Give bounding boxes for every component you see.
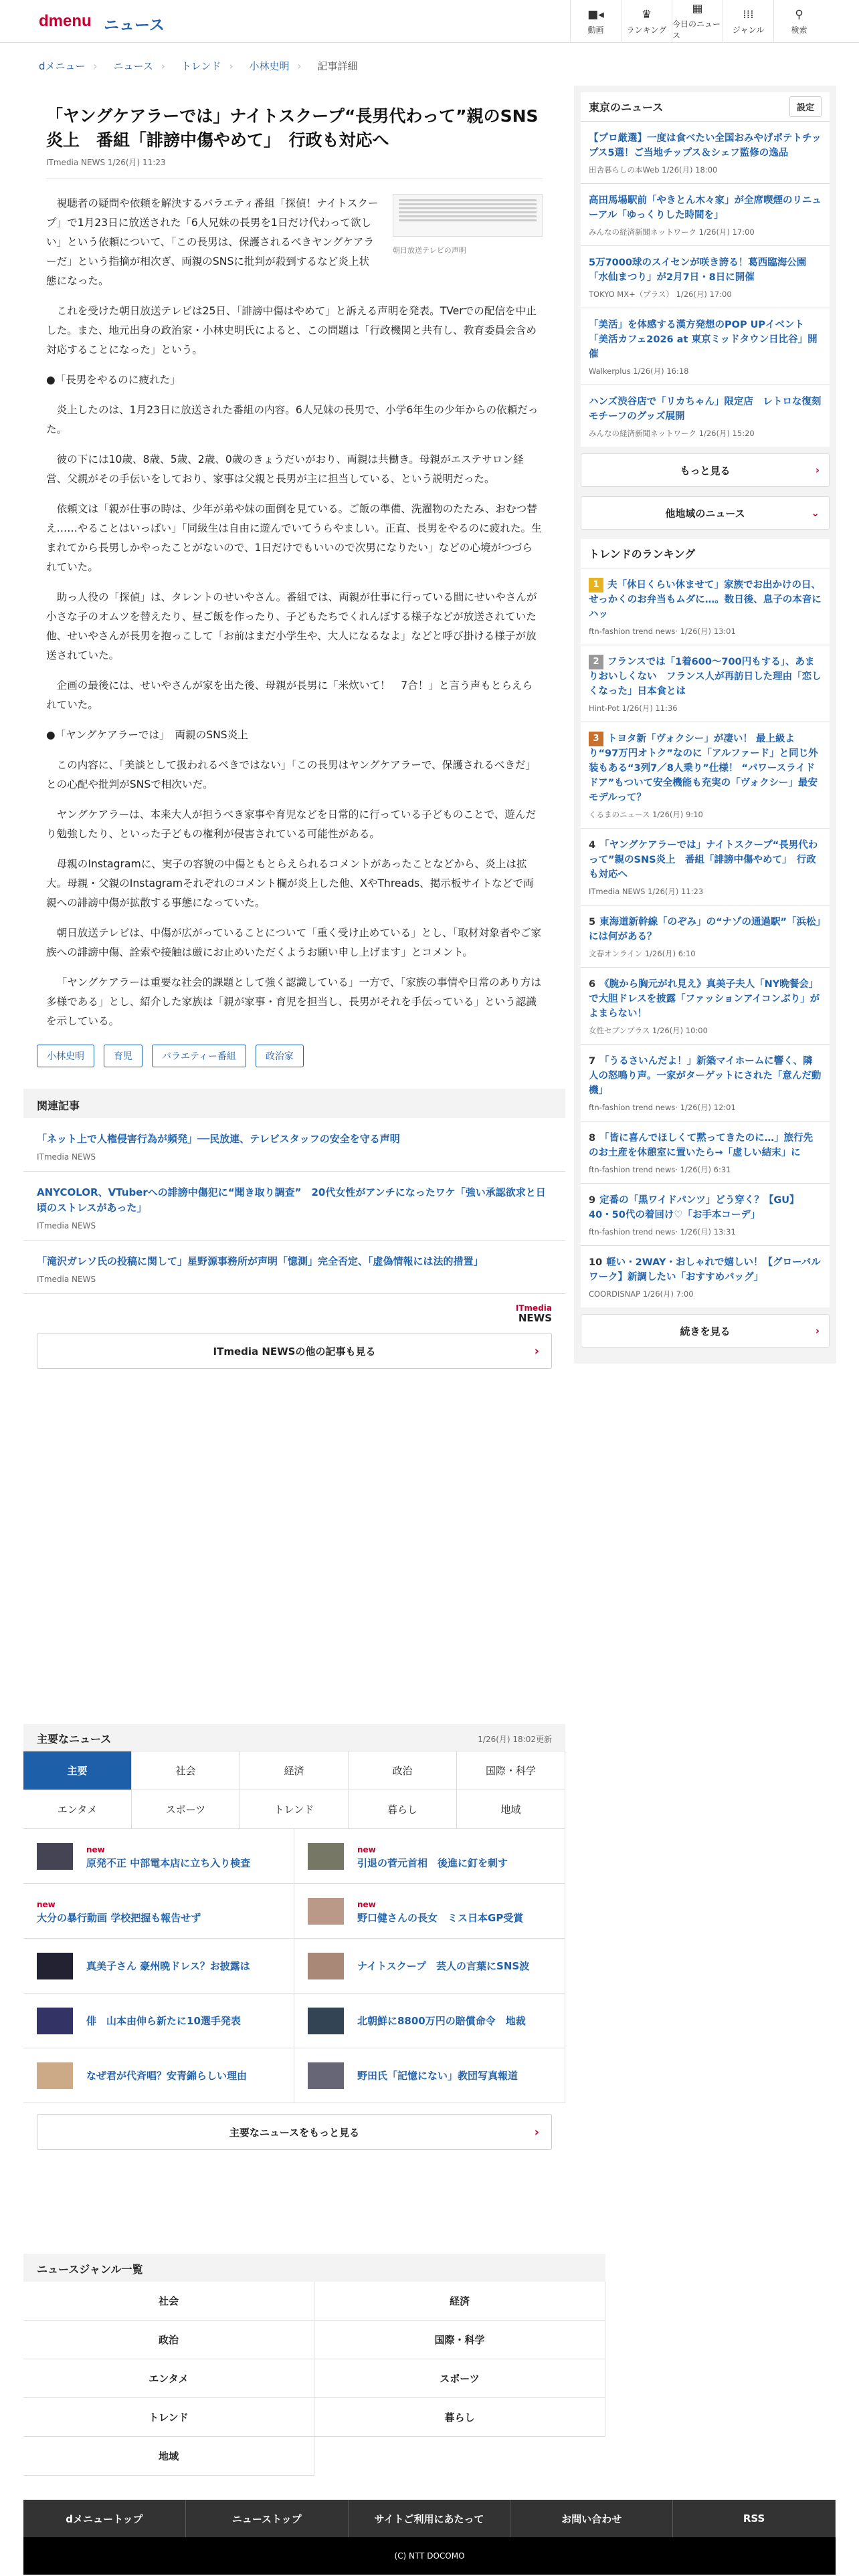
- ranking-item[interactable]: [581, 1121, 830, 1184]
- footer-link-rss[interactable]: RSS: [673, 2500, 836, 2537]
- article-paragraph: 視聴者の疑問や依頼を解決するバラエティ番組「探偵！ナイトスクープ」で1月23日に放送された「6人兄妹の長男を1日だけ代わって欲しい」という依頼について、「この長男は、保護されるべきヤングケアラーだ」という指摘が相次ぎ、両親のSNSに批判が殺到するなど炎上状態になった。: [46, 197, 379, 287]
- genre-economy[interactable]: 経済: [314, 2282, 605, 2321]
- footer-nav: [23, 2500, 836, 2537]
- breadcrumb-trend[interactable]: トレンド: [181, 60, 221, 72]
- main-news: [23, 1724, 565, 2150]
- tag-link[interactable]: 小林史明: [37, 1045, 94, 1067]
- dmenu-logo[interactable]: dmenu: [39, 12, 92, 30]
- new-badge: new: [357, 1899, 376, 1909]
- news-item[interactable]: [294, 2048, 565, 2103]
- news-title: 5万7000球のスイセンが咲き誇る！葛西臨海公園「水仙まつり」が2月7日・8日に開催: [589, 257, 807, 283]
- nav-label: ジャンル: [732, 25, 765, 35]
- breadcrumb-dmenu[interactable]: dメニュー: [39, 60, 86, 72]
- tag-link[interactable]: 育児: [104, 1045, 142, 1067]
- news-source: くるまのニュース 1/26(月) 9:10: [589, 810, 703, 819]
- more-main-news-button[interactable]: [37, 2114, 552, 2150]
- news-title: 東海道新幹線「のぞみ」の“ナゾの通過駅”「浜松」には何がある？: [589, 917, 821, 942]
- tokyo-news-header: [581, 92, 830, 122]
- news-source: COORDISNAP 1/26(月) 7:00: [589, 1289, 694, 1299]
- region-setting-button[interactable]: 設定: [789, 96, 822, 117]
- genre-region[interactable]: 地域: [23, 2437, 314, 2476]
- ranking-header: [581, 539, 830, 568]
- news-title: トヨタ新「ヴォクシー」が凄い！ 最上級より“97万円オトク”なのに「アルファード」と同じ外装もある“3列7／8人乗り”仕様！ “パワースライドドア”もついて安全機能も充実の「ヴォクシー」最安モデルって？: [589, 734, 818, 803]
- more-publisher-articles-button[interactable]: [37, 1333, 552, 1369]
- news-title: 「皆に喜んでほしくて黙ってきたのに…」旅行先のお土産を休憩室に置いたら→「虚しい結末」に: [589, 1133, 814, 1158]
- rank-number: 8: [589, 1133, 596, 1144]
- nav-label: 今日のニュース: [672, 19, 721, 40]
- chevron-right-icon: ›: [815, 464, 820, 476]
- rank-badge: 1: [589, 578, 603, 593]
- news-source: ftn-fashion trend news· 1/26(月) 13:31: [589, 1227, 736, 1237]
- rank-number: 9: [589, 1195, 596, 1206]
- tokyo-news-item[interactable]: [581, 184, 830, 246]
- calendar-icon: ▦: [692, 2, 703, 15]
- related-article[interactable]: [23, 1241, 565, 1294]
- rank-number: 5: [589, 917, 596, 928]
- article-paragraph: これを受けた朝日放送テレビは25日、「誹謗中傷はやめて」と訴える声明を発表。TVerでの配信を中止した。また、地元出身の政治家・小林史明氏によると、この問題は「行政機関と共有し、教育委員会含め対応することになった」という。: [46, 305, 537, 356]
- related-article[interactable]: [23, 1118, 565, 1172]
- tokyo-news-item[interactable]: [581, 308, 830, 385]
- article-figure[interactable]: [393, 194, 543, 260]
- news-title: 野田氏「記憶にない」教団写真報道: [357, 2069, 518, 2082]
- article-meta: ITmedia NEWS 1/26(月) 11:23: [46, 158, 166, 167]
- article: [23, 86, 565, 1369]
- ranking-heading: トレンドのランキング: [589, 548, 696, 560]
- article-paragraph: この内容に、「美談として扱われるべきではない」「この長男はヤングケアラーで、保護されるべきだ」との心配や批判がSNSで相次いだ。: [46, 759, 537, 790]
- main-news-updated: 1/26(月) 18:02更新: [478, 1735, 552, 1744]
- chevron-right-icon: ›: [534, 2125, 539, 2139]
- news-item[interactable]: [23, 2048, 294, 2103]
- genre-entertainment[interactable]: エンタメ: [23, 2359, 314, 2398]
- news-tabs: [23, 1751, 565, 1829]
- tab-trend[interactable]: トレンド: [240, 1790, 349, 1829]
- button-label: 他地域のニュース: [665, 507, 745, 520]
- footer-link-dmenu[interactable]: dメニュートップ: [23, 2500, 186, 2537]
- article-subheading: ●「ヤングケアラーでは」 両親のSNS炎上: [46, 729, 248, 741]
- other-region-button[interactable]: [581, 496, 830, 530]
- article-paragraph: 炎上したのは、1月23日に放送された番組の内容。6人兄妹の長男で、小学6年生の少年からの依頼だった。: [46, 404, 539, 435]
- news-item[interactable]: [294, 1884, 565, 1939]
- button-label: もっと見る: [680, 464, 731, 477]
- site-header: [0, 0, 859, 43]
- tokyo-news: [581, 92, 830, 447]
- publisher-area: [37, 1301, 552, 1330]
- chevron-right-icon: ›: [297, 60, 302, 72]
- article-paragraph: 助っ人役の「探偵」は、タレントのせいやさん。番組では、両親が仕事に行っている間にせいやさんが小さな子のオムツを替えたり、昼ご飯を作ったり、子どもたちでくれんぼする様子などが放送されていた他、せいやさんが長男を抱っこして「お前はまだ小学生や、大人になるなよ」などと呼び掛ける様子が放送されていた。: [46, 591, 537, 661]
- new-badge: new: [37, 1899, 56, 1909]
- news-thumbnail: [37, 1843, 73, 1870]
- breadcrumb-topic[interactable]: 小林史明: [249, 60, 290, 72]
- article-title: 「ヤングケアラーでは」ナイトスクープ“長男代わって”親のSNS炎上 番組「誹謗中傷やめて」 行政も対応へ: [46, 106, 539, 150]
- figure-caption: 朝日放送テレビの声明: [393, 246, 466, 255]
- rank-number: 4: [589, 840, 596, 851]
- trophy-icon: ♛: [641, 7, 652, 21]
- tag-link[interactable]: 政治家: [256, 1045, 304, 1067]
- news-title: 引退の菅元首相 後進に釘を刺す: [357, 1856, 508, 1869]
- genre-heading: ニュースジャンル一覧: [23, 2254, 605, 2282]
- news-source: TOKYO MX+（プラス） 1/26(月) 17:00: [589, 290, 732, 299]
- news-item[interactable]: [294, 1994, 565, 2048]
- news-item[interactable]: [23, 1939, 294, 1994]
- search-icon: ⚲: [795, 7, 803, 21]
- header-nav: [570, 0, 824, 43]
- nav-label: 動画: [587, 25, 604, 35]
- ranking-item[interactable]: [581, 1184, 830, 1246]
- nav-ranking-button[interactable]: [621, 0, 672, 43]
- genre-life[interactable]: 暮らし: [314, 2398, 605, 2437]
- article-paragraph: 彼の下には10歳、8歳、5歳、2歳、0歳のきょうだいがおり、両親は共働き。母親がエステサロン経営、父親がその手伝いをしており、家事は父親と長男が主に担当している、という説明だった。: [46, 453, 524, 485]
- ranking-item[interactable]: [581, 1045, 830, 1121]
- genre-grid: [23, 2282, 605, 2476]
- ranking-item[interactable]: [581, 568, 830, 645]
- footer-link-contact[interactable]: お問い合わせ: [510, 2500, 673, 2537]
- chevron-right-icon: ›: [534, 1344, 539, 1358]
- new-badge: new: [357, 1844, 376, 1854]
- news-item[interactable]: [23, 1884, 294, 1939]
- main-news-header: [23, 1724, 565, 1751]
- news-title: 夫「休日くらい休ませて」家族でお出かけの日、せっかくのお弁当もムダに…。数日後、息子の本音にハッ: [589, 580, 822, 620]
- related-source: ITmedia NEWS: [37, 1221, 96, 1230]
- button-label: 続きを見る: [680, 1325, 731, 1337]
- nav-label: 検索: [791, 25, 807, 35]
- button-label: 主要なニュースをもっと見る: [229, 2126, 360, 2139]
- news-title: 真美子さん 豪州晩ドレス？お披露は: [86, 1959, 250, 1972]
- rank-badge: 3: [589, 732, 603, 746]
- news-thumbnail: [308, 1898, 344, 1925]
- tab-international[interactable]: 国際・科学: [457, 1751, 565, 1790]
- nav-search-button[interactable]: [773, 0, 824, 43]
- chevron-right-icon: ›: [161, 60, 165, 72]
- news-source: みんなの経済新聞ネットワーク 1/26(月) 17:00: [589, 227, 755, 237]
- news-source: ftn-fashion trend news· 1/26(月) 6:31: [589, 1165, 731, 1174]
- genre-international[interactable]: 国際・科学: [314, 2321, 605, 2359]
- trend-ranking: [581, 539, 830, 1307]
- rank-number: 6: [589, 979, 596, 990]
- statement-image[interactable]: [393, 194, 543, 237]
- breadcrumb-current: 記事詳細: [317, 60, 358, 72]
- news-title: 「ヤングケアラーでは」ナイトスクープ“長男代わって”親のSNS炎上 番組「誹謗中傷やめて」 行政も対応へ: [589, 840, 818, 880]
- footer-link-terms[interactable]: サイトご利用にあたって: [349, 2500, 511, 2537]
- news-thumbnail: [37, 1953, 73, 1979]
- news-source: ftn-fashion trend news· 1/26(月) 12:01: [589, 1103, 736, 1112]
- tokyo-news-item[interactable]: [581, 246, 830, 308]
- tab-region[interactable]: 地域: [457, 1790, 565, 1829]
- tokyo-news-item[interactable]: [581, 385, 830, 447]
- chevron-right-icon: ›: [93, 60, 98, 72]
- nav-video-button[interactable]: [570, 0, 621, 43]
- genre-list: [23, 2254, 605, 2476]
- news-item[interactable]: [294, 1829, 565, 1884]
- news-thumbnail: [308, 1843, 344, 1870]
- new-badge: new: [86, 1844, 105, 1854]
- chevron-down-icon: ⌄: [811, 507, 820, 519]
- tab-sports[interactable]: スポーツ: [132, 1790, 240, 1829]
- tokyo-more-button[interactable]: [581, 453, 830, 487]
- tab-life[interactable]: 暮らし: [349, 1790, 457, 1829]
- video-icon: ■◂: [587, 7, 604, 21]
- news-title: 野口健さんの長女 ミス日本GP受賞: [357, 1911, 524, 1924]
- news-logo[interactable]: ニュース: [104, 17, 165, 34]
- news-title: ハンズ渋谷店で「リカちゃん」限定店 レトロな復刻モチーフのグッズ展開: [589, 397, 822, 422]
- ranking-item[interactable]: [581, 905, 830, 968]
- tag-link[interactable]: バラエティー番組: [152, 1045, 246, 1067]
- grid-icon: ⁞⁞⁞: [743, 7, 754, 21]
- nav-today-button[interactable]: [672, 0, 723, 43]
- news-title: 「美活」を体感する漢方発想のPOP UPイベント「美活カフェ2026 at 東京ミッドタウン日比谷」開催: [589, 320, 818, 360]
- tokyo-news-heading: 東京のニュース: [589, 101, 664, 114]
- genre-society[interactable]: 社会: [23, 2282, 314, 2321]
- main-news-heading: 主要なニュース: [37, 1733, 112, 1745]
- related-title: 「ネット上で人権侵害行為が頻発」──民放連、テレビスタッフの安全を守る声明: [37, 1133, 400, 1145]
- news-title: フランスでは「1着600～700円もする」、あまりおいしくない フランス人が再訪日した理由「恋しくなった」日本食とは: [589, 657, 822, 697]
- article-paragraph: 母親のInstagramに、実子の容貌の中傷ともとらえられるコメントがあったことなどから、炎上は拡大。母親・父親のInstagramそれぞれのコメント欄が炎上した他、XやThreads、掲示板サイトなどで両親への誹謗中傷が拡散する事態になっていた。: [46, 858, 534, 909]
- site-footer: [23, 2500, 836, 2575]
- tokyo-news-item[interactable]: [581, 122, 830, 184]
- related-title: 「滝沢ガレソ氏の投稿に関して」星野源事務所が声明「憶測」完全否定、「虚偽情報には法的措置」: [37, 1255, 484, 1267]
- genre-sports[interactable]: スポーツ: [314, 2359, 605, 2398]
- news-title: 原発不正 中部電本店に立ち入り検査: [86, 1856, 251, 1869]
- news-title: 「うるさいんだよ！」新築マイホームに響く、隣人の怒鳴り声。一家がターゲットにされた「意んだ動機」: [589, 1056, 822, 1096]
- rank-number: 10: [589, 1257, 603, 1268]
- related-heading: 関連記事: [23, 1089, 565, 1118]
- tab-society[interactable]: 社会: [132, 1751, 240, 1790]
- news-thumbnail: [308, 2008, 344, 2034]
- news-title: 《腕から胸元がれ見え》真美子夫人「NY晩餐会」で大胆ドレスを披露「ファッションアイコンぶり」がよまらない！: [589, 979, 820, 1019]
- news-title: なぜ君が代斉唱？安青錦らしい理由: [86, 2069, 248, 2082]
- button-label: ITmedia NEWSの他の記事も見る: [213, 1345, 376, 1358]
- news-source: ftn-fashion trend news· 1/26(月) 13:01: [589, 627, 736, 636]
- news-title: 俳 山本由伸ら新たに10選手発表: [86, 2014, 241, 2027]
- copyright: (C) NTT DOCOMO: [23, 2537, 836, 2575]
- ranking-item[interactable]: [581, 1246, 830, 1307]
- ranking-item[interactable]: [581, 829, 830, 905]
- ranking-item[interactable]: [581, 968, 830, 1045]
- itmedia-logo: ITmedia NEWS: [515, 1303, 552, 1324]
- tab-entertainment[interactable]: エンタメ: [23, 1790, 132, 1829]
- news-title: 大分の暴行動画 学校把握も報告せず: [37, 1911, 201, 1924]
- genre-trend[interactable]: トレンド: [23, 2398, 314, 2437]
- footer-link-newstop[interactable]: ニューストップ: [186, 2500, 349, 2537]
- news-item[interactable]: [294, 1939, 565, 1994]
- tab-politics[interactable]: 政治: [349, 1751, 457, 1790]
- chevron-right-icon: ›: [229, 60, 233, 72]
- news-source: みんなの経済新聞ネットワーク 1/26(月) 15:20: [589, 429, 755, 438]
- article-subheading: ●「長男をやるのに疲れた」: [46, 374, 181, 386]
- news-item[interactable]: [23, 1829, 294, 1884]
- sidebar: [574, 86, 836, 1364]
- related-article[interactable]: [23, 1172, 565, 1241]
- news-title: 定番の「黒ワイドパンツ」どう穿く？【GU】40・50代の着回け♡「お手本コーデ」: [589, 1195, 799, 1220]
- ranking-item[interactable]: [581, 722, 830, 829]
- news-title: ナイトスクープ 芸人の言葉にSNS波: [357, 1959, 530, 1972]
- genre-politics[interactable]: 政治: [23, 2321, 314, 2359]
- tag-list: [23, 1042, 565, 1067]
- article-paragraph: ヤングケアラーは、本来大人が担うべき家事や育児などを日常的に行っている子どものことで、遊んだり勉強したり、といった子どもの権利が侵害されている可能性がある。: [46, 809, 537, 840]
- news-source: Hint-Pot 1/26(月) 11:36: [589, 704, 678, 713]
- chevron-right-icon: ›: [815, 1325, 820, 1337]
- news-thumbnail: [37, 2008, 73, 2034]
- news-thumbnail: [37, 2062, 73, 2089]
- news-title: 高田馬場駅前「やきとん木々家」が全席喫煙のリニューアル「ゆっくりした時間を」: [589, 195, 822, 221]
- article-paragraph: 企画の最後には、せいやさんが家を出た後、母親が長男に「米炊いて！ 7合！」と言う声もとらえられていた。: [46, 679, 533, 711]
- news-source: 田舎暮らしの本Web 1/26(月) 18:00: [589, 165, 718, 175]
- ranking-more-button[interactable]: [581, 1314, 830, 1348]
- news-grid: [23, 1829, 565, 2103]
- news-item[interactable]: [23, 1994, 294, 2048]
- news-thumbnail: [308, 2062, 344, 2089]
- tab-main[interactable]: 主要: [23, 1751, 132, 1790]
- rank-badge: 2: [589, 655, 603, 669]
- breadcrumb: [39, 59, 365, 73]
- news-source: 女性セブンプラス 1/26(月) 10:00: [589, 1026, 708, 1035]
- news-source: 文春オンライン 1/26(月) 6:10: [589, 949, 696, 958]
- ranking-item[interactable]: [581, 645, 830, 722]
- article-paragraph: 「ヤングケアラーは重要な社会的課題として強く認識している」一方で、「家族の事情や日常のあり方は多様である」とし、紹介した家族は「親が家事・育児を担当し、長男がそれを手伝っている」という認識を示している。: [46, 976, 541, 1027]
- related-title: ANYCOLOR、VTuberへの誹謗中傷犯に“聞き取り調査” 20代女性がアンチになったワケ「強い承認欲求と日頃のストレスがあった」: [37, 1186, 546, 1214]
- article-paragraph: 依頼文は「親が仕事の時は、少年が弟や妹の面倒を見ている。ご飯の準備、洗濯物のたたみ、おむつ替え……やることはいっぱい」「同級生は自由に遊んでいてうらやましい。正直、長男をやるのに疲れた。生まれてから長男しかやったことがないので、1日だけでもいいので次男になりたい」などの心境がつづられていた。: [46, 503, 542, 573]
- tab-economy[interactable]: 経済: [240, 1751, 349, 1790]
- news-title: 軽い・2WAY・おしゃれで嬉しい！【グローバルワーク】新調したい「おすすめバッグ」: [589, 1257, 821, 1283]
- breadcrumb-news[interactable]: ニュース: [113, 60, 153, 72]
- news-source: Walkerplus 1/26(月) 16:18: [589, 366, 689, 376]
- article-paragraph: 朝日放送テレビは、中傷が広がっていることについて「重く受け止めている」とし、「取材対象者やご家族への誹謗中傷、詮索や接触は厳にお止めいただくようお願い申し上げます」とコメント。: [46, 927, 542, 958]
- news-title: 北朝鮮に8800万円の賠償命令 地裁: [357, 2014, 526, 2027]
- news-title: 【プロ厳選】一度は食べたい全国おみやげポテトチップス5選！ご当地チップス＆シェフ監修の逸品: [589, 133, 822, 158]
- nav-label: ランキング: [626, 25, 667, 35]
- nav-genre-button[interactable]: [723, 0, 773, 43]
- related-source: ITmedia NEWS: [37, 1152, 96, 1162]
- news-source: ITmedia NEWS 1/26(月) 11:23: [589, 887, 704, 896]
- rank-number: 7: [589, 1056, 596, 1067]
- news-thumbnail: [308, 1953, 344, 1979]
- article-body: [23, 179, 565, 1031]
- related-source: ITmedia NEWS: [37, 1275, 96, 1284]
